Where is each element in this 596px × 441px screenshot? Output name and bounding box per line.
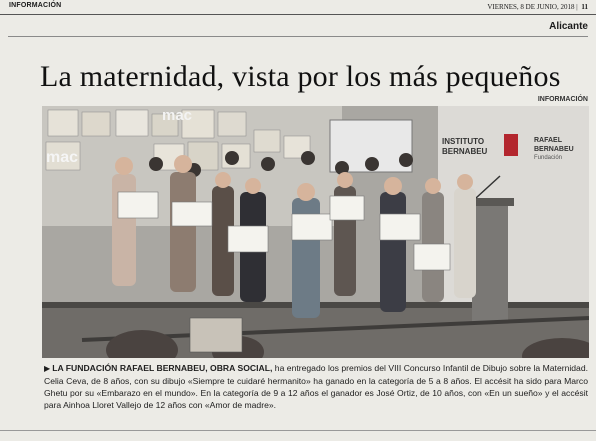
instituto-logo-line2: BERNABEU <box>442 147 488 156</box>
section-name: Alicante <box>549 21 588 32</box>
header-date: VIERNES, 8 DE JUNIO, 2018 <box>487 3 575 11</box>
header-date-page <box>487 3 588 11</box>
instituto-logo <box>442 134 518 156</box>
instituto-logo-line1: INSTITUTO <box>442 137 485 146</box>
section-divider <box>8 36 588 37</box>
banner-mac-top: mac <box>162 107 193 124</box>
caption-body: ha entregado los premios del VIII Concurso Infantil de Dibujo sobre la Maternidad. Celia Ceva, de 8 años, con su dibujo «Siempre te cuidaré hermanito» ha ganado en la categoría de 5 a 8 años. El accésit ha sido para Marco Ghetu por su «Embarazo en el mundo». En la categoría de 9 a 12 años el ganador es José Ortiz, de 10 años, con «En un sueño» y el accésit para Ainhoa Lloret Vallejo de 12 años con «Amor de madre». <box>44 363 589 410</box>
article-photo <box>42 106 589 358</box>
fundacion-logo-line2: BERNABEU <box>534 146 574 153</box>
caption-lead: LA FUNDACIÓN RAFAEL BERNABEU, OBRA SOCIAL, <box>52 363 273 373</box>
photo-caption <box>44 362 588 411</box>
page-header-bar <box>0 0 596 15</box>
audience-phone-screen <box>190 318 242 352</box>
photo-credit: INFORMACIÓN <box>537 96 588 103</box>
header-section-left: INFORMACIÓN <box>9 2 62 9</box>
header-separator: | <box>576 3 580 11</box>
page-bottom-rule <box>0 430 596 431</box>
caption-arrow-icon: ▶ <box>44 364 51 373</box>
podium <box>472 202 508 322</box>
fundacion-logo-line3: Fundación <box>534 155 563 161</box>
ib-mark-icon <box>504 134 518 156</box>
fundacion-logo-line1: RAFAEL <box>534 137 562 144</box>
photo-illustration <box>42 106 589 358</box>
header-page-number: 11 <box>581 3 588 11</box>
article-headline: La maternidad, vista por los más pequeños <box>40 60 561 93</box>
banner-mac-left: mac <box>46 149 79 166</box>
